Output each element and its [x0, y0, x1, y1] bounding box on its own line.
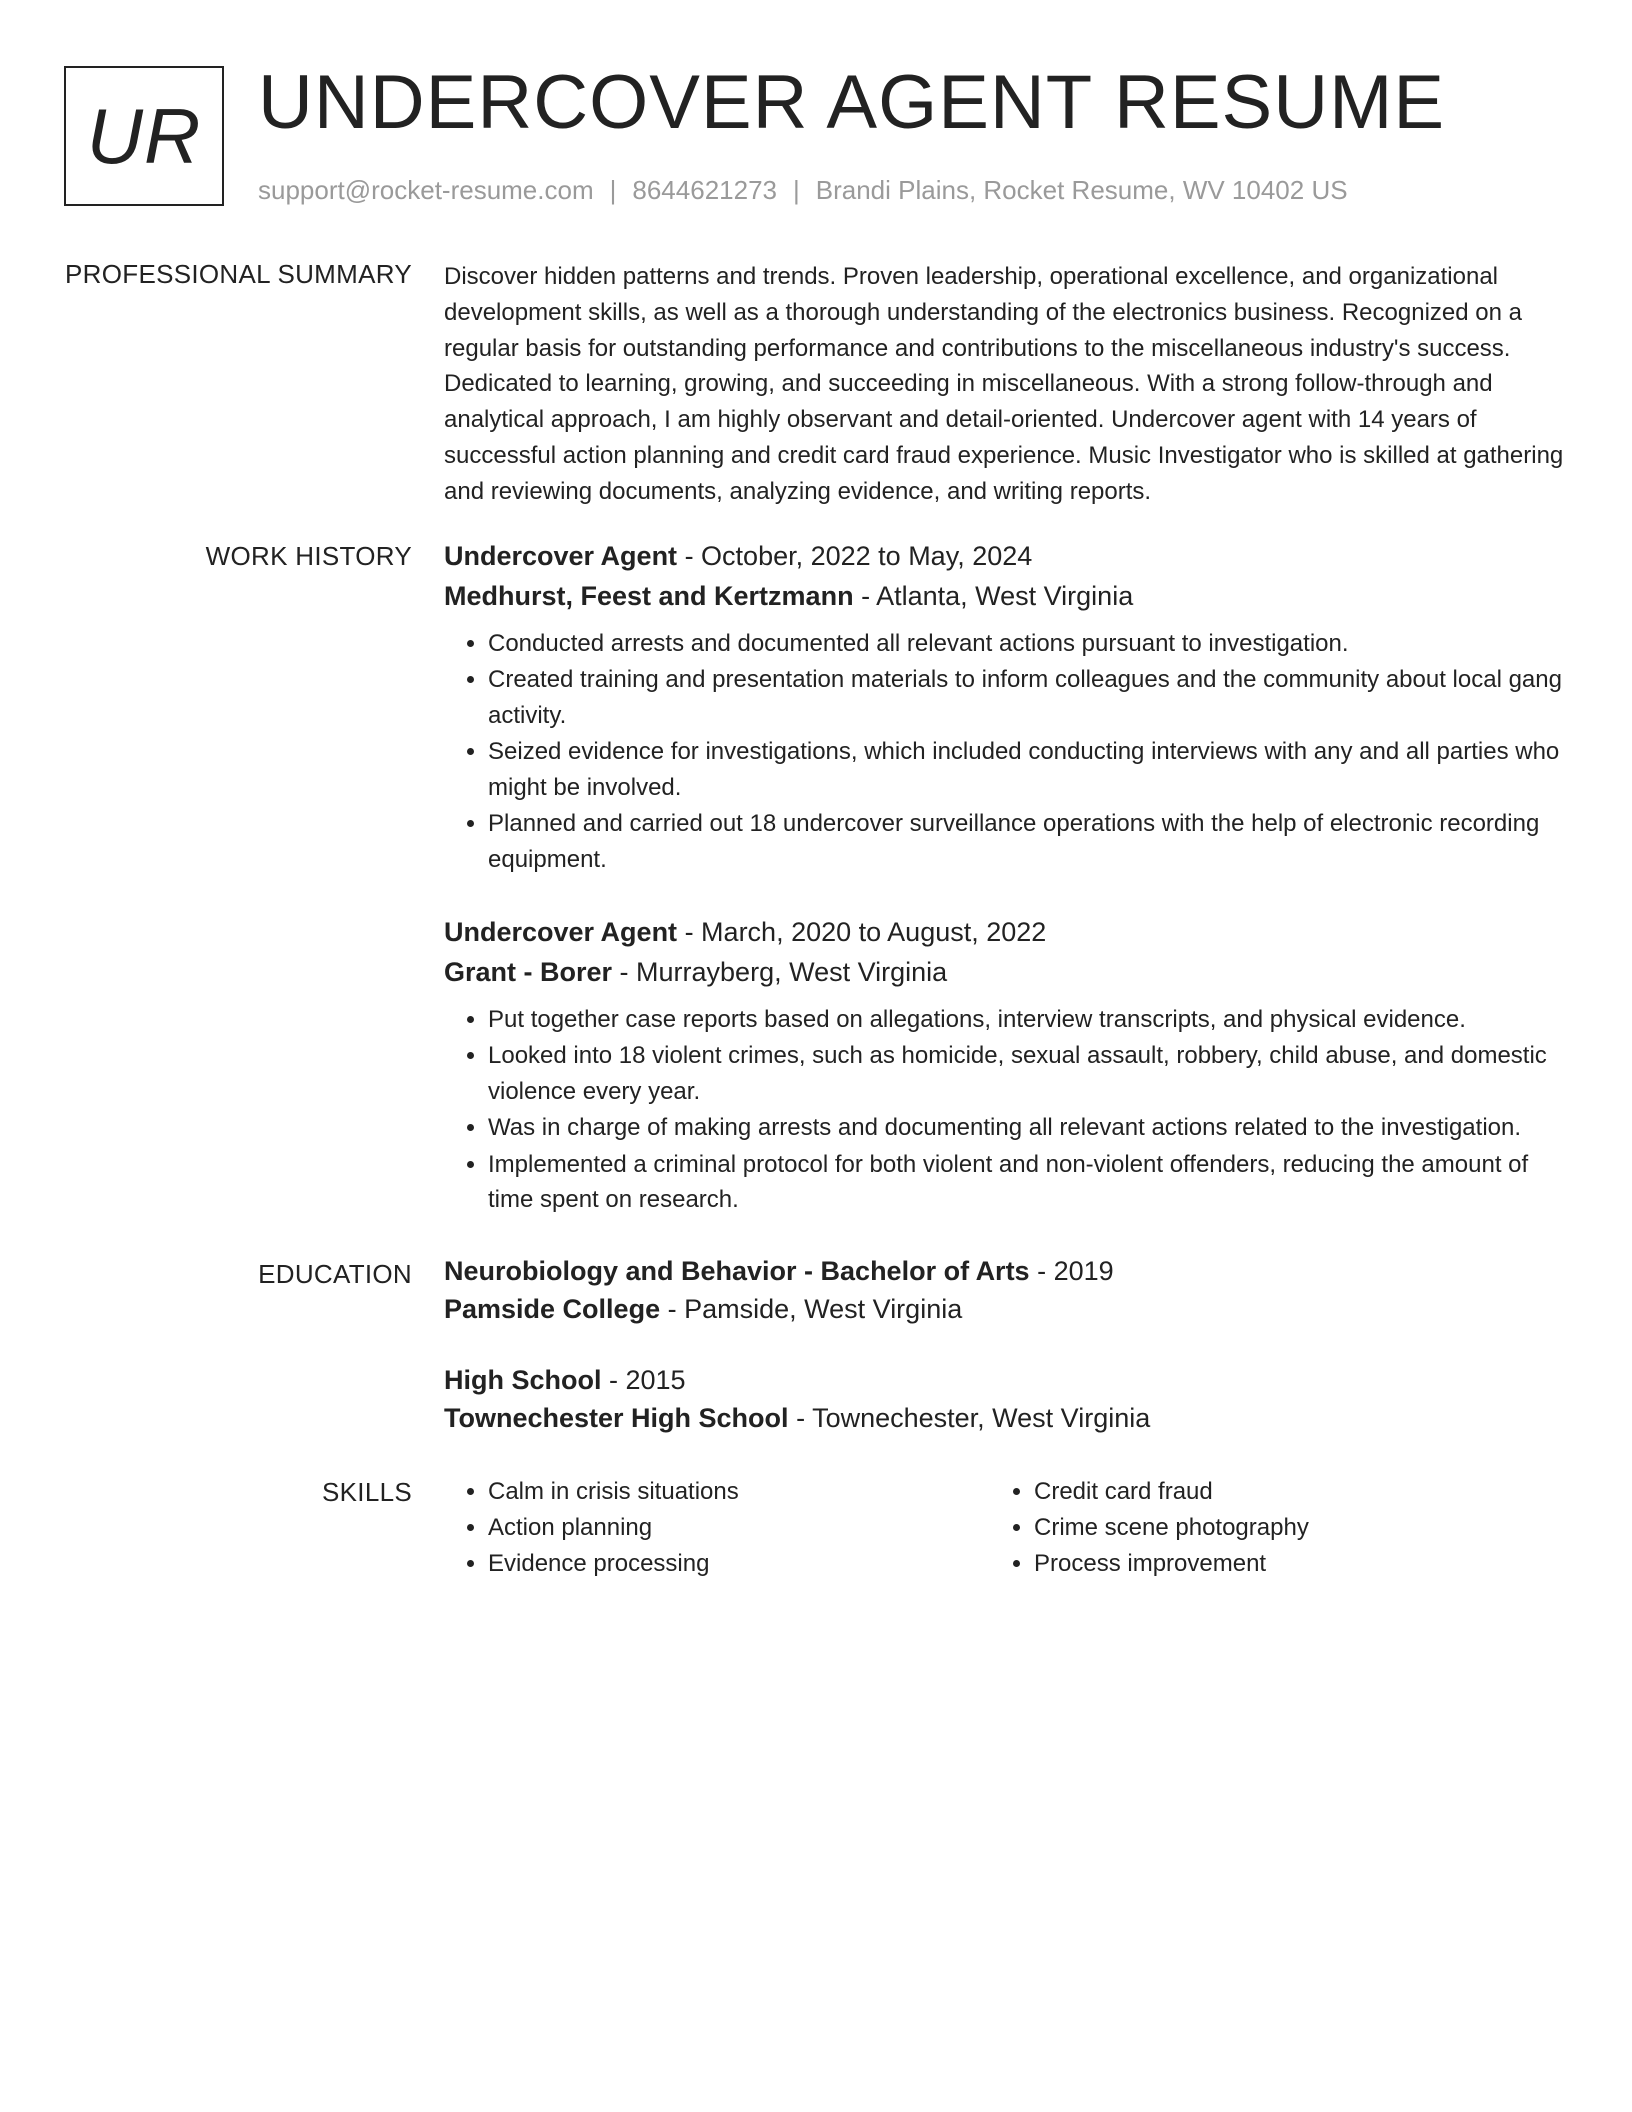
contact-phone[interactable]: 8644621273	[632, 175, 777, 205]
contact-separator: |	[793, 175, 800, 205]
contact-email[interactable]: support@rocket-resume.com	[258, 175, 594, 205]
bullet-item: • Created training and presentation materials to inform colleagues and the community about local gang activity.	[488, 662, 1564, 734]
skills-grid	[444, 1474, 1564, 1581]
job-company: Grant - Borer	[444, 957, 613, 987]
bullet-item: • Looked into 18 violent crimes, such as homicide, sexual assault, robbery, child abuse, and domestic violence every year.	[488, 1038, 1564, 1110]
skill-item: • Credit card fraud	[1034, 1474, 1536, 1510]
bullet-item: • Seized evidence for investigations, which included conducting interviews with any and all parties who might be involved.	[488, 734, 1564, 806]
education-entry	[444, 1361, 1150, 1437]
section-label-education: EDUCATION	[258, 1259, 412, 1289]
job-company: Medhurst, Feest and Kertzmann	[444, 581, 854, 611]
degree-name: High School	[444, 1365, 602, 1395]
contact-address: Brandi Plains, Rocket Resume, WV 10402 US	[815, 175, 1348, 205]
job-bullets	[444, 626, 1564, 878]
school-location: - Pamside, West Virginia	[667, 1294, 963, 1324]
job-company-line	[444, 952, 1564, 992]
contact-separator: |	[609, 175, 617, 205]
contact-line	[258, 172, 1348, 208]
school-name: Townechester High School	[444, 1403, 789, 1433]
school-name: Pamside College	[444, 1294, 661, 1324]
degree-year: - 2019	[1037, 1256, 1114, 1286]
job-bullets	[444, 1002, 1564, 1218]
job-entry	[444, 536, 1564, 878]
job-title-line	[444, 536, 1564, 576]
bullet-item: • Planned and carried out 18 undercover surveillance operations with the help of electronic recording equipment.	[488, 806, 1564, 878]
job-entry	[444, 912, 1564, 1219]
degree-line	[444, 1361, 1150, 1399]
job-dates: - October, 2022 to May, 2024	[684, 541, 1033, 571]
education-entry	[444, 1252, 1564, 1328]
skill-item: • Process improvement	[1034, 1546, 1536, 1582]
degree-line	[444, 1252, 1564, 1290]
degree-year: - 2015	[609, 1365, 686, 1395]
job-location: - Murrayberg, West Virginia	[619, 957, 948, 987]
bullet-item: • Was in charge of making arrests and documenting all relevant actions related to the investigation.	[488, 1110, 1564, 1146]
degree-name: Neurobiology and Behavior - Bachelor of Arts	[444, 1256, 1030, 1286]
school-line	[444, 1290, 1564, 1328]
job-dates: - March, 2020 to August, 2022	[684, 917, 1047, 947]
skill-item: • Calm in crisis situations	[488, 1474, 990, 1510]
skill-item: • Crime scene photography	[1034, 1510, 1536, 1546]
bullet-item: • Put together case reports based on allegations, interview transcripts, and physical evidence.	[488, 1002, 1564, 1038]
job-location: - Atlanta, West Virginia	[861, 581, 1134, 611]
job-title: Undercover Agent	[444, 541, 678, 571]
monogram-logo: UR	[64, 66, 224, 206]
summary-text: Discover hidden patterns and trends. Proven leadership, operational excellence, and organizational development skills, as well as a thorough understanding of the electronics business. Recognized on a regular basis for outstanding performance and contributions to the miscellaneous industry's success. Dedicated to learning, growing, and succeeding in miscellaneous. With a strong follow-through and analytical approach, I am highly observant and detail-oriented. Undercover agent with 14 years of successful action planning and credit card fraud experience. Music Investigator who is skilled at gathering and reviewing documents, analyzing evidence, and writing reports.	[444, 263, 1564, 505]
section-label-skills: SKILLS	[322, 1477, 412, 1507]
school-line	[444, 1399, 1150, 1437]
job-title: Undercover Agent	[444, 917, 678, 947]
bullet-item: • Conducted arrests and documented all relevant actions pursuant to investigation.	[488, 626, 1564, 662]
bullet-item: • Implemented a criminal protocol for both violent and non-violent offenders, reducing the amount of time spent on research.	[488, 1147, 1564, 1219]
page-title: UNDERCOVER AGENT RESUME	[258, 60, 1446, 145]
skill-item: • Action planning	[488, 1510, 990, 1546]
skill-item: • Evidence processing	[488, 1546, 990, 1582]
skills-column-left	[444, 1474, 990, 1581]
skills-column-right	[990, 1474, 1536, 1581]
job-title-line	[444, 912, 1564, 952]
school-location: - Townechester, West Virginia	[796, 1403, 1151, 1433]
section-label-summary: PROFESSIONAL SUMMARY	[65, 259, 412, 289]
section-label-work-history: WORK HISTORY	[205, 541, 412, 571]
job-company-line	[444, 576, 1564, 616]
